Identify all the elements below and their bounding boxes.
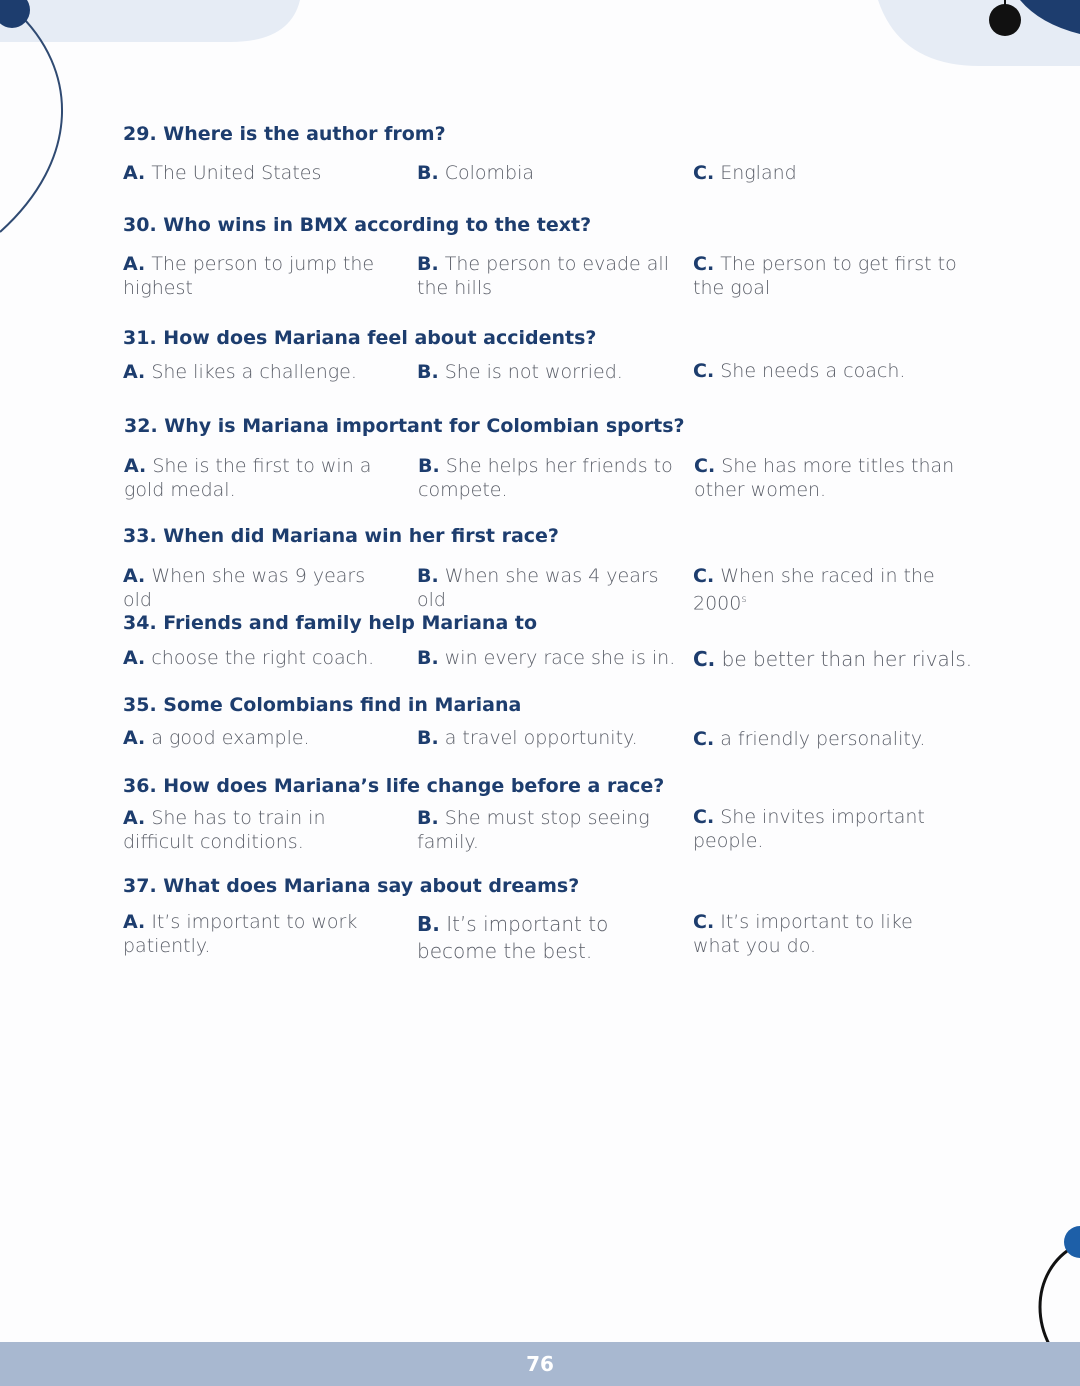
top-right-pin-dot <box>989 4 1021 36</box>
question-34-option-c[interactable]: C. be better than her rivals. <box>693 647 973 671</box>
question-37-option-b[interactable]: B. It’s important to become the best. <box>417 912 609 963</box>
question-35-option-c[interactable]: C. a friendly personality. <box>693 728 926 750</box>
question-33-option-a[interactable]: A. When she was 9 years old <box>123 565 366 611</box>
question-30-title: 30. Who wins in BMX according to the text? <box>123 214 592 236</box>
question-33-option-c[interactable]: C. When she raced in the 2000$^s$ <box>693 565 935 615</box>
question-29-option-b[interactable]: B. Colombia <box>417 162 535 184</box>
question-36-option-a[interactable]: A. She has to train in difficult conditions. <box>123 807 326 853</box>
question-37-option-a[interactable]: A. It’s important to work patiently. <box>123 911 358 957</box>
question-33-option-b[interactable]: B. When she was 4 years old <box>417 565 659 611</box>
question-32-option-b[interactable]: B. She helps her friends to compete. <box>418 455 673 501</box>
question-29-title: 29. Where is the author from? <box>123 123 446 145</box>
question-29-option-c[interactable]: C. England <box>693 162 797 184</box>
question-35-option-b[interactable]: B. a travel opportunity. <box>417 727 638 749</box>
question-31-option-b[interactable]: B. She is not worried. <box>417 361 623 383</box>
question-31-option-c[interactable]: C. She needs a coach. <box>693 360 906 382</box>
question-35-title: 35. Some Colombians find in Mariana <box>123 694 522 716</box>
question-30-option-c[interactable]: C. The person to get first to the goal <box>693 253 957 299</box>
question-36-title: 36. How does Mariana’s life change before a race? <box>123 775 665 797</box>
top-left-blob <box>0 0 300 42</box>
question-34-option-a[interactable]: A. choose the right coach. <box>123 647 375 669</box>
question-32-option-a[interactable]: A. She is the first to win a gold medal. <box>124 455 372 501</box>
question-35-option-a[interactable]: A. a good example. <box>123 727 310 749</box>
question-36-option-b[interactable]: B. She must stop seeing family. <box>417 807 650 853</box>
question-37-title: 37. What does Mariana say about dreams? <box>123 875 580 897</box>
question-32-title: 32. Why is Mariana important for Colombian sports? <box>124 415 685 437</box>
page-number: 76 <box>526 1352 554 1376</box>
top-left-arc <box>0 10 62 232</box>
question-30-option-b[interactable]: B. The person to evade all the hills <box>417 253 669 299</box>
question-31-option-a[interactable]: A. She likes a challenge. <box>123 361 357 383</box>
question-32-option-c[interactable]: C. She has more titles than other women. <box>694 455 955 501</box>
question-31-title: 31. How does Mariana feel about accidents? <box>123 327 597 349</box>
question-29-option-a[interactable]: A. The United States <box>123 162 322 184</box>
question-36-option-c[interactable]: C. She invites important people. <box>693 806 925 852</box>
question-34-title: 34. Friends and family help Mariana to <box>123 612 538 634</box>
question-33-title: 33. When did Mariana win her first race? <box>123 525 559 547</box>
question-37-option-c[interactable]: C. It’s important to like what you do. <box>693 911 913 957</box>
question-30-option-a[interactable]: A. The person to jump the highest <box>123 253 375 299</box>
question-34-option-b[interactable]: B. win every race she is in. <box>417 647 676 669</box>
